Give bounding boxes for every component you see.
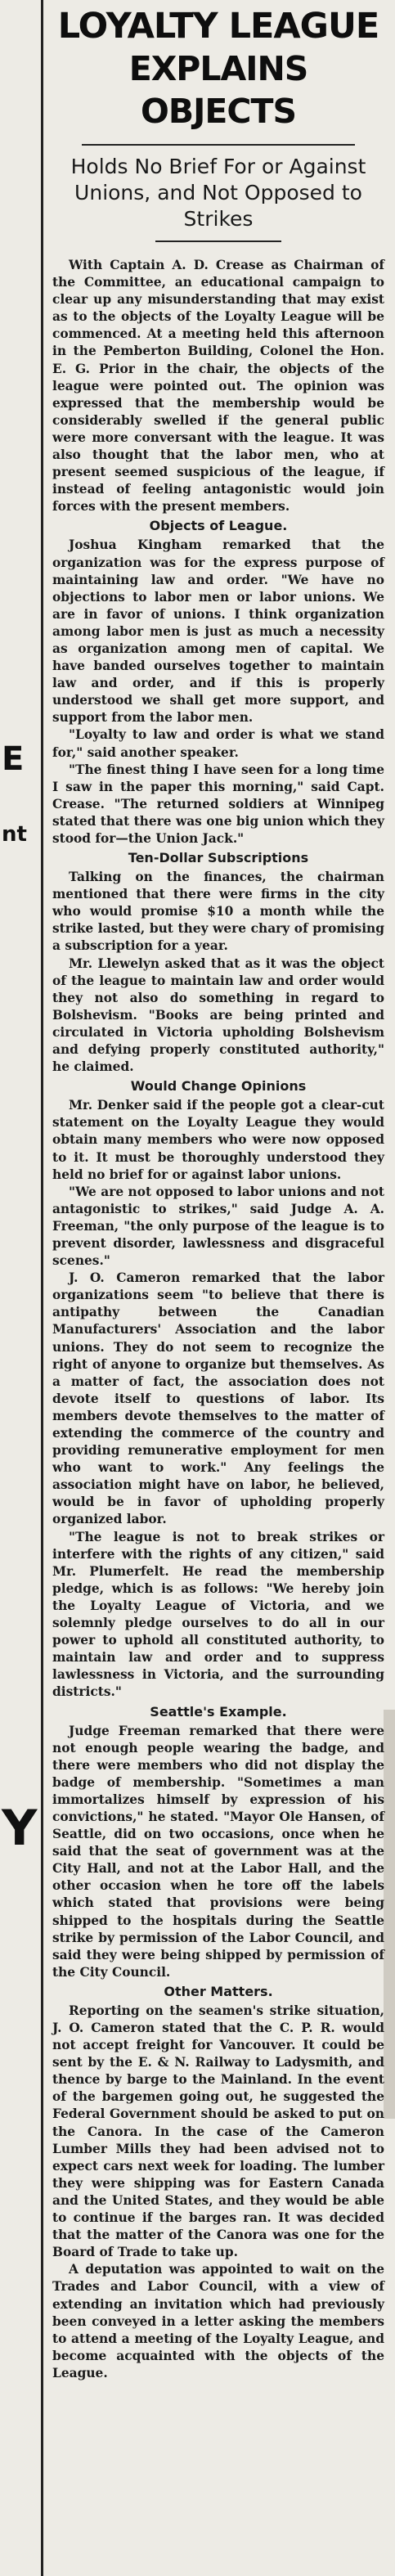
cropped-headline-fragment: Y: [2, 1800, 38, 1857]
headline-line-1: LOYALTY LEAGUE: [57, 6, 379, 47]
column-rule: [41, 0, 43, 2576]
article-paragraph: Talking on the finances, the chairman mentioned that there were firms in the city who would promise $10 a month while the strike lasted, but they were chary of promising a subscription for a year.: [52, 870, 384, 954]
article: [49, 0, 388, 2576]
headline-line-2: EXPLAINS OBJECTS: [128, 49, 308, 131]
adjacent-column-fragment: [0, 0, 39, 2576]
section-subhead: Objects of League.: [149, 518, 288, 534]
cropped-headline-fragment: E: [2, 740, 25, 778]
article-paragraph: Mr. Denker said if the people got a clear-cut statement on the Loyalty League they would obtain many members who were now opposed to it. It must be thoroughly understood they held no brief for or against labor unions.: [52, 1098, 384, 1182]
section-subhead: Would Change Opinions: [130, 1078, 307, 1095]
article-paragraph: J. O. Cameron remarked that the labor organizations seem "to believe that there is antipathy between the Canadian Manufacturers' Association and the labor unions. They do not seem to recognize the right of anyone to organize but themselves. As a matter of fact, the association does not devote itself to questions of labor. Its members devote themselves to the matter of extending the commerce of the country and providing remunerative employment for men who want to work." Any feelings the association might have on labor, he believed, would be in favor of upholding properly organized labor.: [52, 1270, 384, 1527]
article-paragraph: Reporting on the seamen's strike situation, J. O. Cameron stated that the C. P. R. would not accept freight for Vancouver. It could be sent by the E. & N. Railway to Ladysmith, and thence by barge to the Mainland. In the event of the bargemen going out, he suggested the Federal Government should be asked to put on the Canora. In the case of the Cameron Lumber Mills they had been advised not to expect cars next week for loading. The lumber they were shipping was for Eastern Canada and the United States, and they would be able to continue if the barges ran. It was decided that the matter of the Canora was one for the Board of Trade to take up.: [52, 2003, 384, 2260]
article-paragraph: "The league is not to break strikes or interfere with the rights of any citizen," said Mr. Plumerfelt. He read the membership pledge, which is as follows: "We hereby join the Loyalty League of Victoria, and we solemnly pledge ourselves to do all in our power to uphold all constituted authority, to maintain law and order and to suppress lawlessness in Victoria, and the surrounding districts.": [52, 1529, 384, 1700]
article-paragraph: "Loyalty to law and order is what we stand for," said another speaker.: [52, 727, 384, 760]
deck-rule: [82, 144, 355, 146]
section-subhead: Ten-Dollar Subscriptions: [128, 850, 309, 866]
article-deck: Holds No Brief For or Against Unions, and Not Opposed to Strikes: [70, 155, 366, 231]
section-subhead: Seattle's Example.: [150, 1703, 287, 1720]
section-subhead: Other Matters.: [164, 1983, 273, 1999]
article-paragraph: Judge Freeman remarked that there were not enough people wearing the badge, and there were members who did not display the badge of membership. "Sometimes a man immortalizes himself by expression of his convictions," he stated. "Mayor Ole Hansen, of Seattle, did on two occasions, once when he said that the seat of government was at the City Hall, and not at the Labor Hall, and the other occasion when he tore off the labels which stated that provisions were being shipped to the hospitals during the Seattle strike by permission of the Labor Council, and said they were being shipped by permission of the City Council.: [52, 1723, 384, 1980]
article-paragraph: Joshua Kingham remarked that the organization was for the express purpose of maintaining law and order. "We have no objections to labor men or labor unions. We are in favor of unions. I think organization among labor men is just as much a necessity as organization among men of capital. We have banded ourselves together to maintain law and order, and if this is properly understood we shall get more support, and support from the labor men.: [52, 537, 384, 726]
cropped-text-fragment: nt: [2, 822, 27, 847]
deck-rule: [155, 241, 281, 242]
article-paragraph: "The finest thing I have seen for a long time I saw in the paper this morning," said Capt. Crease. "The returned soldiers at Winnipeg stated that there was one big union which they stood for—the Union Jack.": [52, 762, 384, 846]
article-paragraph: With Captain A. D. Crease as Chairman of the Committee, an educational campaign to clear up any misunderstanding that may exist as to the objects of the Loyalty League will be commenced. At a meeting held this afternoon in the Pemberton Building, Colonel the Hon. E. G. Prior in the chair, the objects of the league were pointed out. The opinion was expressed that the membership would be considerably swelled if the general public were more conversant with the league. It was also thought that the labor men, who at present seemed suspicious of the league, if instead of feeling antagonistic would join forces with the present members.: [52, 258, 384, 515]
article-paragraph: A deputation was appointed to wait on the Trades and Labor Council, with a view of extending an invitation which had previously been conveyed in a letter asking the members to attend a meeting of the Loyalty League, and become acquainted with the objects of the League.: [52, 2262, 384, 2380]
article-paragraph: "We are not opposed to labor unions and not antagonistic to strikes," said Judge A. A. Freeman, "the only purpose of the league is to prevent disorder, lawlessness and disgraceful scenes.": [52, 1184, 384, 1269]
article-paragraph: Mr. Llewelyn asked that as it was the object of the league to maintain law and order would they not also do something in regard to Bolshevism. "Books are being printed and circulated in Victoria upholding Bolshevism and defying properly constituted authority," he claimed.: [52, 955, 384, 1075]
article-body: [49, 257, 388, 2382]
